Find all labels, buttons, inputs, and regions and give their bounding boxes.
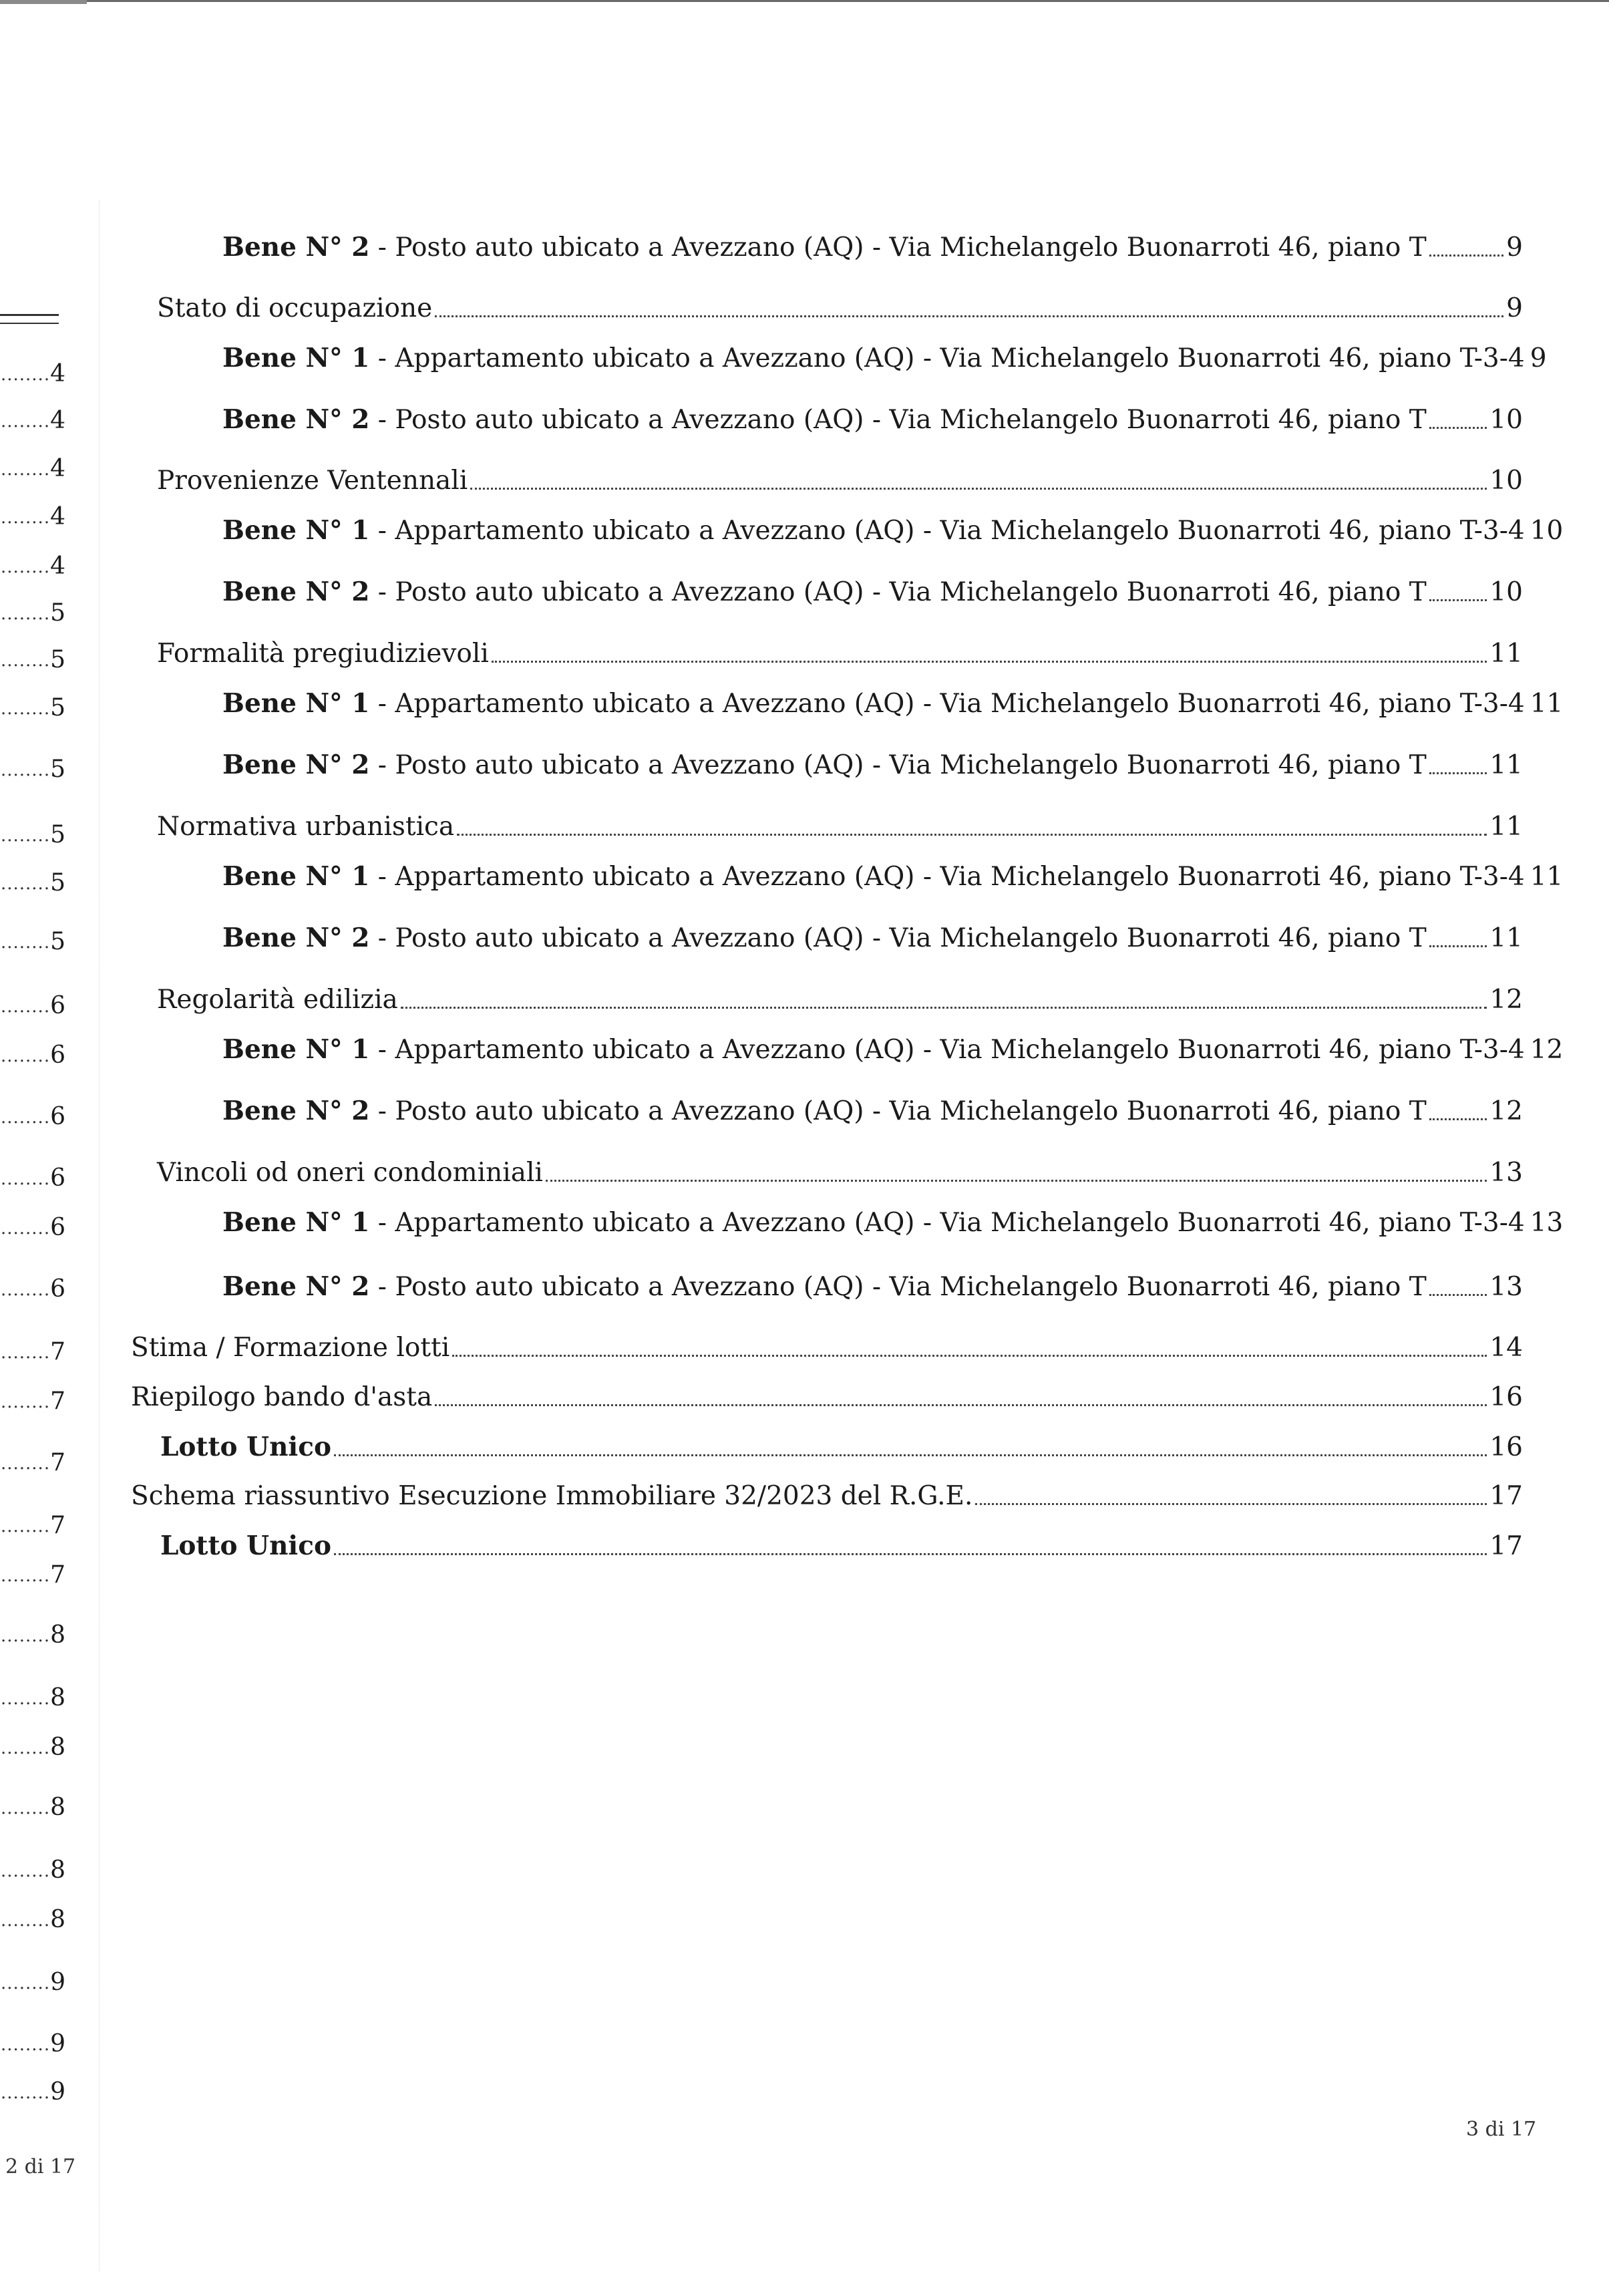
toc-entry-page: 11	[1489, 812, 1523, 842]
toc-leader-dots	[401, 1007, 1487, 1009]
previous-page-number: 9	[50, 2079, 65, 2106]
toc-entry-page: 9	[1506, 293, 1523, 323]
toc-entry-label	[157, 638, 489, 670]
toc-entry-label	[157, 984, 398, 1016]
toc-entry-page: 11	[1530, 689, 1564, 719]
toc-entry-bold-label: Bene N° 2	[222, 923, 370, 953]
previous-page-leader-dots: ........	[0, 1626, 51, 1646]
toc-entry-label	[222, 922, 1427, 955]
toc-entry-label	[222, 1206, 1525, 1239]
toc-entry	[222, 687, 1564, 720]
toc-leader-dots	[1429, 427, 1487, 429]
toc-entry-text: Formalità pregiudizievoli	[157, 639, 489, 669]
previous-page-number: 8	[50, 1734, 65, 1761]
previous-page-number: 6	[50, 1042, 65, 1069]
toc-entry-label	[157, 811, 454, 843]
previous-page-number: 5	[50, 647, 65, 673]
toc-entry-text: - Appartamento ubicato a Avezzano (AQ) - Via Michelangelo Buonarroti 46, piano T-3-4	[369, 1208, 1525, 1238]
toc-entry-text: Vincoli od oneri condominiali	[157, 1158, 543, 1188]
toc-entry-bold-label: Bene N° 2	[222, 232, 370, 263]
previous-page-leader-dots: ........	[0, 997, 51, 1017]
toc-entry	[222, 403, 1523, 436]
toc-entry-label	[222, 342, 1525, 375]
toc-leader-dots	[334, 1553, 1487, 1555]
toc-entry-bold-label: Bene N° 2	[222, 1271, 370, 1302]
toc-entry-page: 9	[1530, 343, 1547, 373]
toc-entry-bold-label: Bene N° 1	[222, 861, 370, 892]
previous-page-number: 5	[50, 870, 65, 896]
toc-entry-label	[222, 1271, 1427, 1303]
toc-entry-bold-label: Bene N° 2	[222, 1096, 370, 1126]
previous-page-leader-dots: ........	[0, 874, 51, 894]
previous-page-leader-dots: ........	[0, 604, 51, 624]
previous-page-number: 5	[50, 600, 65, 627]
toc-entry-label	[131, 1480, 972, 1512]
previous-page-number: 7	[50, 1512, 65, 1539]
toc-leader-dots	[1429, 945, 1487, 947]
toc-entry-text: - Posto auto ubicato a Avezzano (AQ) - Via Michelangelo Buonarroti 46, piano T	[369, 1272, 1427, 1302]
previous-page-number: 6	[50, 1276, 65, 1303]
toc-entry	[222, 860, 1564, 893]
toc-entry	[222, 514, 1564, 547]
toc-entry-page: 10	[1489, 466, 1523, 496]
toc-entry-bold-label: Bene N° 1	[222, 515, 370, 546]
toc-entry	[157, 293, 1523, 325]
previous-page-leader-dots: ........	[0, 557, 51, 577]
previous-page-number: 7	[50, 1339, 65, 1365]
previous-page-leader-dots: ........	[0, 1280, 51, 1300]
previous-page-number: 4	[50, 553, 65, 580]
toc-entry-text: - Appartamento ubicato a Avezzano (AQ) - Via Michelangelo Buonarroti 46, piano T-3-4	[369, 343, 1525, 373]
previous-page-number: 5	[50, 929, 65, 955]
previous-page-leader-dots: ........	[0, 365, 51, 385]
toc-entry	[131, 1381, 1523, 1414]
toc-entry-page: 13	[1530, 1208, 1564, 1238]
toc-entry-label	[222, 403, 1427, 436]
toc-entry	[131, 1480, 1523, 1512]
toc-entry-bold-label: Bene N° 2	[222, 750, 370, 780]
previous-page-leader-dots: ........	[0, 1566, 51, 1586]
toc-entry	[222, 1206, 1564, 1239]
toc-entry-page: 12	[1489, 985, 1523, 1015]
toc-entry	[157, 984, 1523, 1016]
previous-page-leader-dots: ........	[0, 1108, 51, 1128]
toc-entry-text: - Posto auto ubicato a Avezzano (AQ) - Via Michelangelo Buonarroti 46, piano T	[369, 232, 1427, 263]
previous-page-leader-dots: ........	[0, 760, 51, 780]
toc-entry	[131, 1332, 1523, 1364]
toc-leader-dots	[334, 1454, 1487, 1456]
previous-page-number: 8	[50, 1622, 65, 1649]
previous-page-leader-dots: ........	[0, 1798, 51, 1818]
toc-entry-text: - Appartamento ubicato a Avezzano (AQ) - Via Michelangelo Buonarroti 46, piano T-3-4	[369, 516, 1525, 546]
previous-page-number: 4	[50, 407, 65, 434]
toc-entry-label	[222, 1095, 1427, 1128]
toc-entry-label	[131, 1332, 450, 1364]
toc-entry-label	[222, 1033, 1525, 1066]
previous-page-leader-dots: ........	[0, 933, 51, 953]
toc-entry	[222, 1271, 1523, 1303]
toc-leader-dots	[546, 1180, 1487, 1182]
previous-page-leader-dots: ........	[0, 1046, 51, 1066]
previous-page-leader-dots: ........	[0, 1911, 51, 1931]
toc-entry-text: - Appartamento ubicato a Avezzano (AQ) - Via Michelangelo Buonarroti 46, piano T-3-4	[369, 689, 1525, 719]
toc-entry-bold-label: Bene N° 2	[222, 577, 370, 607]
toc-entry-text: Riepilogo bando d'asta	[131, 1382, 433, 1412]
toc-entry-page: 12	[1489, 1096, 1523, 1126]
previous-page-number: 9	[50, 2031, 65, 2058]
toc-entry	[222, 342, 1547, 375]
toc-entry-label	[157, 1157, 543, 1189]
previous-page-leader-dots: ........	[0, 1454, 51, 1474]
toc-entry-text: - Posto auto ubicato a Avezzano (AQ) - Via Michelangelo Buonarroti 46, piano T	[369, 750, 1427, 780]
toc-entry-label	[222, 514, 1525, 547]
toc-entry	[222, 1033, 1564, 1066]
toc-entry-bold-label: Lotto Unico	[160, 1432, 331, 1462]
toc-entry-text: Stato di occupazione	[157, 293, 433, 323]
toc-entry-page: 12	[1530, 1035, 1564, 1065]
toc-entry-label	[222, 231, 1427, 264]
toc-entry	[157, 638, 1523, 670]
toc-entry	[157, 465, 1523, 497]
previous-page-leader-dots: ........	[0, 1392, 51, 1412]
previous-page-leader-dots: ........	[0, 826, 51, 846]
previous-page-leader-dots: ........	[0, 1738, 51, 1758]
toc-entry-page: 17	[1489, 1481, 1523, 1511]
toc-entry-page: 9	[1506, 232, 1523, 263]
previous-page-leader-dots: ........	[0, 1343, 51, 1363]
toc-entry	[157, 811, 1523, 843]
toc-entry-page: 14	[1489, 1333, 1523, 1363]
toc-entry-page: 13	[1489, 1272, 1523, 1302]
toc-leader-dots	[1429, 255, 1503, 257]
toc-leader-dots	[1429, 1118, 1487, 1120]
toc-entry	[160, 1530, 1523, 1563]
toc-leader-dots	[975, 1503, 1487, 1505]
toc-entry-text: Schema riassuntivo Esecuzione Immobiliare 32/2023 del R.G.E.	[131, 1481, 973, 1511]
toc-leader-dots	[452, 1355, 1487, 1357]
toc-entry-label	[222, 687, 1525, 720]
previous-page-number: 6	[50, 993, 65, 1019]
previous-page-leader-dots: ........	[0, 1169, 51, 1189]
previous-page-number: 7	[50, 1562, 65, 1589]
toc-entry-text: - Posto auto ubicato a Avezzano (AQ) - Via Michelangelo Buonarroti 46, piano T	[369, 923, 1427, 953]
previous-page-leader-dots: ........	[0, 460, 51, 480]
toc-entry-text: - Appartamento ubicato a Avezzano (AQ) - Via Michelangelo Buonarroti 46, piano T-3-4	[369, 862, 1525, 892]
toc-entry-label	[222, 860, 1525, 893]
previous-page-number: 6	[50, 1165, 65, 1192]
toc-entry-bold-label: Lotto Unico	[160, 1530, 331, 1561]
previous-page-number: 5	[50, 822, 65, 848]
toc-entry	[222, 576, 1523, 609]
toc-entry-text: Normativa urbanistica	[157, 812, 455, 842]
previous-page-number: 8	[50, 1685, 65, 1711]
previous-page-number: 4	[50, 456, 65, 482]
toc-entry-label	[222, 749, 1427, 782]
previous-page-leader-dots: ........	[0, 1516, 51, 1536]
toc-entry-text: - Posto auto ubicato a Avezzano (AQ) - Via Michelangelo Buonarroti 46, piano T	[369, 577, 1427, 607]
toc-leader-dots	[457, 834, 1487, 836]
toc-entry-page: 10	[1489, 577, 1523, 607]
toc-entry-page: 11	[1489, 750, 1523, 780]
toc-entry	[222, 749, 1523, 782]
toc-entry-bold-label: Bene N° 1	[222, 1034, 370, 1065]
toc-leader-dots	[435, 315, 1503, 317]
previous-page-leader-dots: ........	[0, 412, 51, 432]
toc-entry	[222, 922, 1523, 955]
previous-page-number: 4	[50, 504, 65, 530]
toc-entry-text: - Posto auto ubicato a Avezzano (AQ) - Via Michelangelo Buonarroti 46, piano T	[369, 405, 1427, 435]
toc-entry-page: 10	[1530, 516, 1564, 546]
previous-page-number: 9	[50, 1969, 65, 1996]
previous-page-leader-dots: ........	[0, 2083, 51, 2103]
toc-entry-label	[157, 465, 468, 497]
toc-leader-dots	[492, 661, 1487, 663]
toc-entry-bold-label: Bene N° 2	[222, 404, 370, 435]
previous-page-number: 8	[50, 1857, 65, 1884]
toc-entry-label	[222, 576, 1427, 609]
toc-entry	[222, 1095, 1523, 1128]
previous-page-number: 5	[50, 756, 65, 783]
toc-leader-dots	[1429, 772, 1487, 774]
toc-leader-dots	[435, 1404, 1487, 1406]
toc-entry-text: Regolarità edilizia	[157, 985, 398, 1015]
toc-entry-page: 17	[1489, 1531, 1523, 1561]
previous-page-leader-dots: ........	[0, 508, 51, 528]
toc-entry-page: 11	[1489, 639, 1523, 669]
previous-page-number: 6	[50, 1104, 65, 1130]
previous-page-number: 8	[50, 1907, 65, 1933]
previous-page-number: 4	[50, 361, 65, 387]
previous-page-footer: 2 di 17	[5, 2155, 76, 2178]
toc-entry-bold-label: Bene N° 1	[222, 1207, 370, 1238]
toc-entry	[157, 1157, 1523, 1189]
previous-page-number: 7	[50, 1450, 65, 1476]
toc-entry-bold-label: Bene N° 1	[222, 343, 370, 373]
toc-leader-dots	[1429, 1294, 1487, 1296]
toc-entry-page: 16	[1489, 1432, 1523, 1462]
toc-entry-page: 10	[1489, 405, 1523, 435]
previous-page-number: 5	[50, 695, 65, 721]
previous-page-leader-dots: ........	[0, 1861, 51, 1881]
toc-entry-page: 16	[1489, 1382, 1523, 1412]
previous-page-leader-dots: ........	[0, 651, 51, 671]
toc-leader-dots	[470, 488, 1487, 490]
previous-page-leader-dots: ........	[0, 1689, 51, 1709]
previous-page-leader-dots: ........	[0, 1218, 51, 1239]
toc-entry-text: - Appartamento ubicato a Avezzano (AQ) - Via Michelangelo Buonarroti 46, piano T-3-4	[369, 1035, 1525, 1065]
toc-entry-label	[160, 1530, 331, 1563]
toc-entry-bold-label: Bene N° 1	[222, 688, 370, 719]
toc-entry-text: Provenienze Ventennali	[157, 466, 468, 496]
previous-page-number: 6	[50, 1214, 65, 1241]
toc-entry	[222, 231, 1523, 264]
toc-entry-text: Stima / Formazione lotti	[131, 1333, 450, 1363]
page-number-footer: 3 di 17	[1466, 2118, 1537, 2141]
previous-page-number: 7	[50, 1388, 65, 1415]
toc-entry-page: 13	[1489, 1158, 1523, 1188]
toc-entry-page: 11	[1530, 862, 1564, 892]
toc-entry-label	[157, 293, 432, 325]
previous-page-leader-dots: ........	[0, 2035, 51, 2055]
previous-page-leader-dots: ........	[0, 1973, 51, 1993]
previous-page-number: 8	[50, 1794, 65, 1821]
toc-entry-text: - Posto auto ubicato a Avezzano (AQ) - Via Michelangelo Buonarroti 46, piano T	[369, 1096, 1427, 1126]
previous-page-leader-dots: ........	[0, 699, 51, 719]
toc-entry-page: 11	[1489, 923, 1523, 953]
toc-leader-dots	[1429, 599, 1487, 601]
toc-entry-label	[131, 1381, 432, 1414]
toc-entry-label	[160, 1431, 331, 1464]
toc-entry	[160, 1431, 1523, 1464]
